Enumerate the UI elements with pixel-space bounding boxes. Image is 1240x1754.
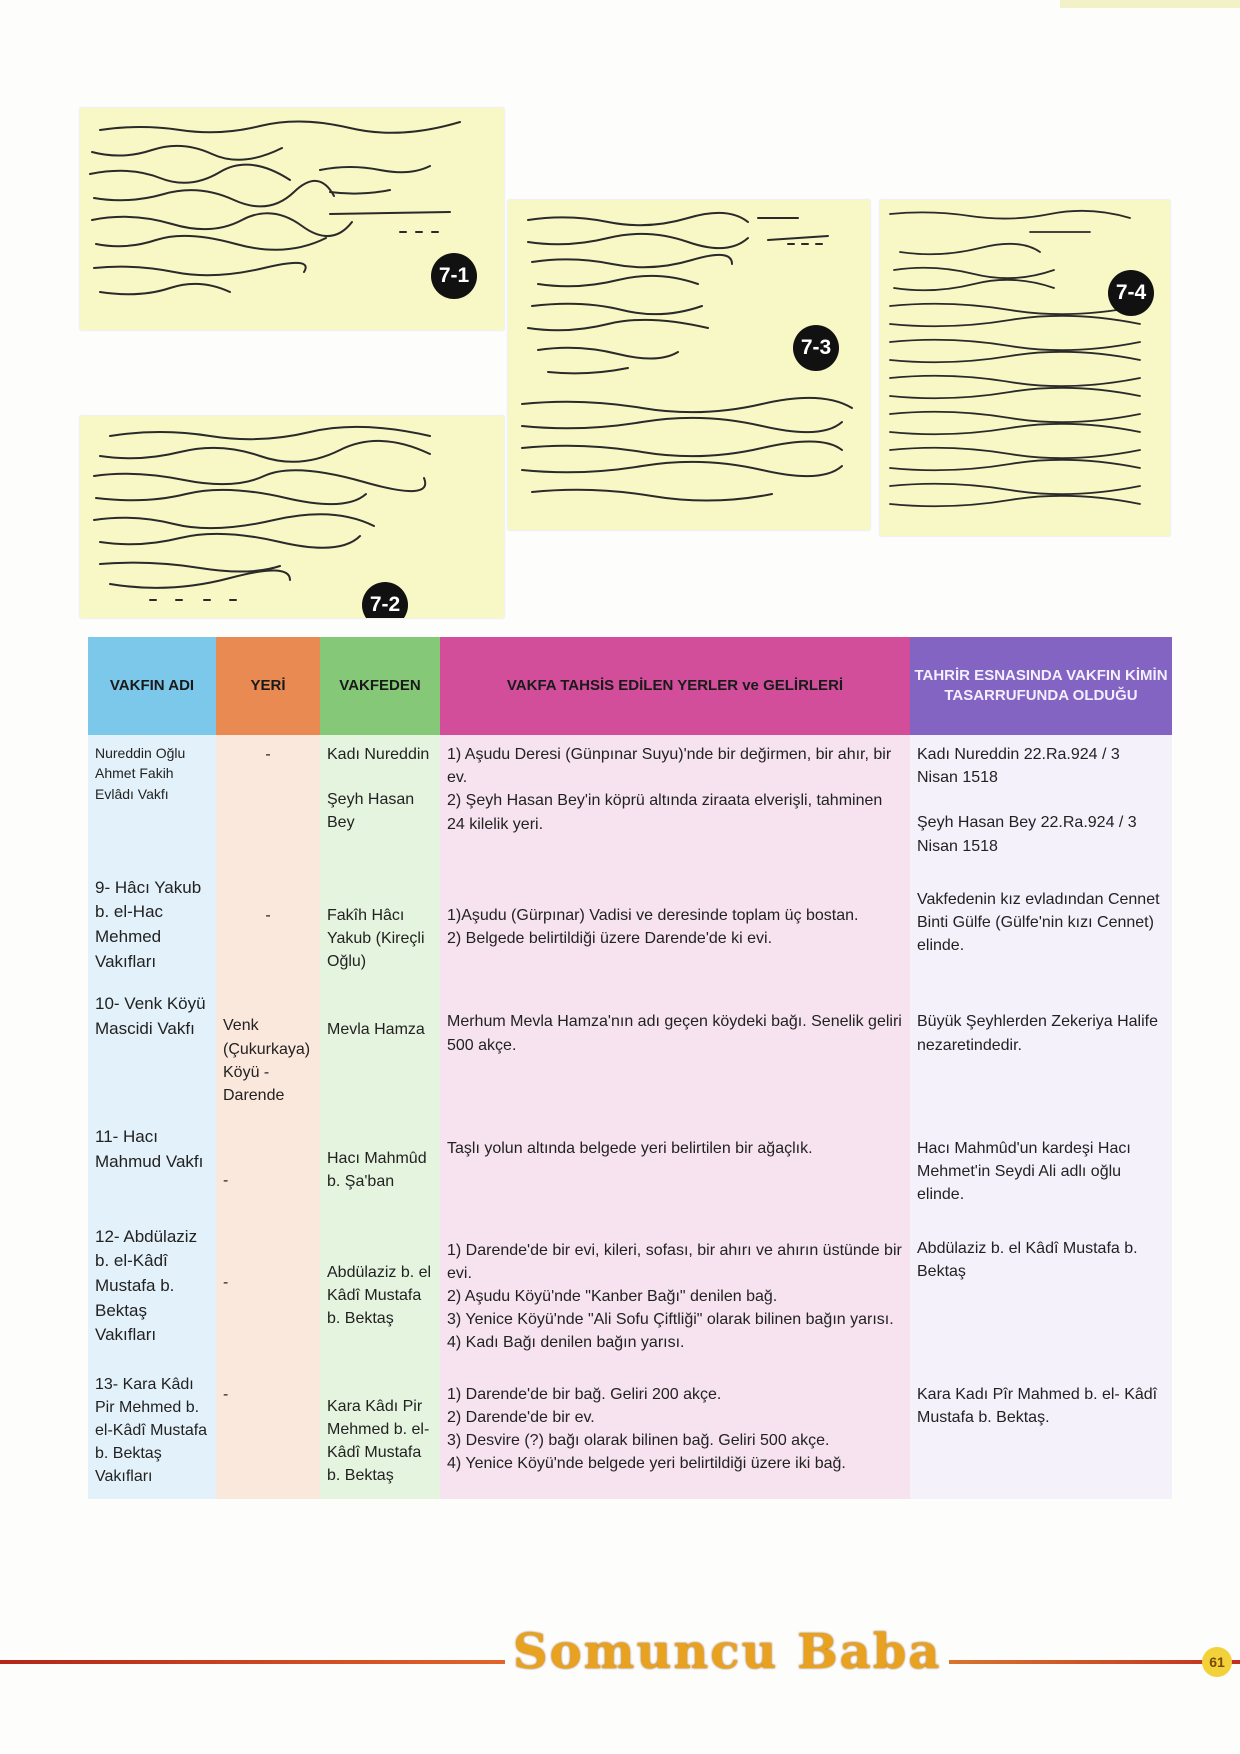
custody-primary: Kadı Nureddin 22.Ra.924 / 3 Nisan 1518: [917, 746, 1120, 787]
top-accent-bar: [1060, 0, 1240, 8]
table-row: [88, 868, 1172, 985]
handwriting-7-2: [80, 416, 504, 618]
cell-founder: Fakîh Hâcı Yakub (Kireçli Oğlu): [320, 868, 440, 985]
page-number: 61: [1202, 1647, 1232, 1677]
cell-allocations: [440, 868, 910, 985]
header-vakfin-adi: VAKFIN ADI: [88, 637, 216, 735]
cell-allocations: [440, 1117, 910, 1217]
cell-vakif-name: 10- Venk Köyü Mascidi Vakfı: [88, 984, 216, 1117]
vakif-table: [88, 637, 1172, 1499]
cell-founder: Abdülaziz b. el Kâdî Mustafa b. Bektaş: [320, 1217, 440, 1365]
cell-allocations: [440, 1365, 910, 1499]
cell-founder: [320, 735, 440, 868]
allocation-item: 2) Darende'de bir ev.: [447, 1408, 595, 1426]
document-image-7-2: [80, 416, 504, 618]
document-image-7-1: [80, 108, 504, 330]
cell-vakif-name: 11- Hacı Mahmud Vakfı: [88, 1117, 216, 1217]
allocation-item: 1) Aşudu Deresi (Günpınar Suyu)'nde bir değirmen, bir ahır, bir ev.: [447, 746, 892, 787]
cell-founder: Mevla Hamza: [320, 984, 440, 1117]
header-yeri: YERİ: [216, 637, 320, 735]
table-header-row: [88, 637, 1172, 735]
cell-founder: Kara Kâdı Pir Mehmed b. el-Kâdî Mustafa b. Bektaş: [320, 1365, 440, 1499]
document-label-7-4: 7-4: [1108, 270, 1154, 316]
allocation-item: 3) Yenice Köyü'nde "Ali Sofu Çiftliği" olarak bilinen bağın yarısı.: [447, 1311, 894, 1329]
cell-allocations: [440, 1217, 910, 1365]
cell-place: Venk (Çukurkaya) Köyü - Darende: [216, 984, 320, 1117]
cell-custody: Büyük Şeyhlerden Zekeriya Halife nezaretindedir.: [910, 984, 1172, 1117]
cell-custody: Vakfedenin kız evladından Cennet Binti Gülfe (Gülfe'nin kızı Cennet) elinde.: [910, 868, 1172, 985]
allocation-item: 2) Şeyh Hasan Bey'in köprü altında ziraata elverişli, tahminen 24 kilelik yeri.: [447, 792, 883, 833]
table-row: [88, 984, 1172, 1117]
handwriting-7-1: [80, 108, 504, 330]
cell-custody: Kara Kadı Pîr Mahmed b. el- Kâdî Mustafa b. Bektaş.: [910, 1365, 1172, 1499]
cell-allocations: [440, 984, 910, 1117]
document-image-7-3: [508, 200, 870, 530]
table-row: [88, 1365, 1172, 1499]
cell-vakif-name: 12- Abdülaziz b. el-Kâdî Mustafa b. Bektaş Vakıfları: [88, 1217, 216, 1365]
document-label-7-3: 7-3: [793, 325, 839, 371]
cell-vakif-name: 13- Kara Kâdı Pir Mehmed b. el-Kâdî Mustafa b. Bektaş Vakıfları: [88, 1365, 216, 1499]
cell-place: -: [216, 735, 320, 868]
cell-place: -: [216, 868, 320, 985]
magazine-logo: Somuncu Baba: [505, 1624, 949, 1680]
allocation-item: 4) Kadı Bağı denilen bağın yarısı.: [447, 1334, 685, 1352]
cell-vakif-name: Nureddin Oğlu Ahmet Fakih Evlâdı Vakfı: [88, 735, 216, 868]
allocation-item: 4) Yenice Köyü'nde belgede yeri belirtildiği üzere iki bağ.: [447, 1455, 846, 1473]
founder-primary: Kadı Nureddin: [327, 746, 430, 763]
cell-allocations: [440, 735, 910, 868]
cell-custody: Abdülaziz b. el Kâdî Mustafa b. Bektaş: [910, 1217, 1172, 1365]
cell-founder: Hacı Mahmûd b. Şa'ban: [320, 1117, 440, 1217]
table-row: [88, 1117, 1172, 1217]
founder-secondary: Şeyh Hasan Bey: [327, 791, 415, 832]
cell-custody: [910, 735, 1172, 868]
document-label-7-1: 7-1: [431, 253, 477, 299]
cell-place: -: [216, 1217, 320, 1365]
cell-place: -: [216, 1117, 320, 1217]
allocation-item: Merhum Mevla Hamza'nın adı geçen köydeki bağı. Senelik geliri 500 akçe.: [447, 1013, 902, 1054]
allocation-item: 2) Belgede belirtildiği üzere Darende'de ki evi.: [447, 929, 773, 947]
allocation-item: 1)Aşudu (Gürpınar) Vadisi ve deresinde toplam üç bostan.: [447, 906, 859, 924]
table-row: [88, 735, 1172, 868]
document-image-7-4: [880, 200, 1170, 536]
cell-vakif-name: 9- Hâcı Yakub b. el-Hac Mehmed Vakıfları: [88, 868, 216, 985]
cell-place: -: [216, 1365, 320, 1499]
allocation-item: 2) Aşudu Köyü'nde "Kanber Bağı" denilen bağ.: [447, 1288, 778, 1305]
custody-secondary: Şeyh Hasan Bey 22.Ra.924 / 3 Nisan 1518: [917, 814, 1137, 855]
cell-custody: Hacı Mahmûd'un kardeşi Hacı Mehmet'in Seydi Ali adlı oğlu elinde.: [910, 1117, 1172, 1217]
allocation-item: 3) Desvire (?) bağı olarak bilinen bağ. Geliri 500 akçe.: [447, 1431, 830, 1449]
allocation-item: Taşlı yolun altında belgede yeri belirtilen bir ağaçlık.: [447, 1140, 813, 1158]
table-row: [88, 1217, 1172, 1365]
header-vakfeden: VAKFEDEN: [320, 637, 440, 735]
allocation-item: 1) Darende'de bir evi, kileri, sofası, bir ahırı ve ahırın üstünde bir evi.: [447, 1241, 902, 1282]
handwriting-7-4: [880, 200, 1170, 536]
header-tasarruf: TAHRİR ESNASINDA VAKFIN KİMİN TASARRUFUNDA OLDUĞU: [910, 637, 1172, 735]
document-label-7-2: 7-2: [362, 582, 408, 618]
allocation-item: 1) Darende'de bir bağ. Geliri 200 akçe.: [447, 1385, 722, 1403]
header-tahsis-edilen-yerler: VAKFA TAHSİS EDİLEN YERLER ve GELİRLERİ: [440, 637, 910, 735]
